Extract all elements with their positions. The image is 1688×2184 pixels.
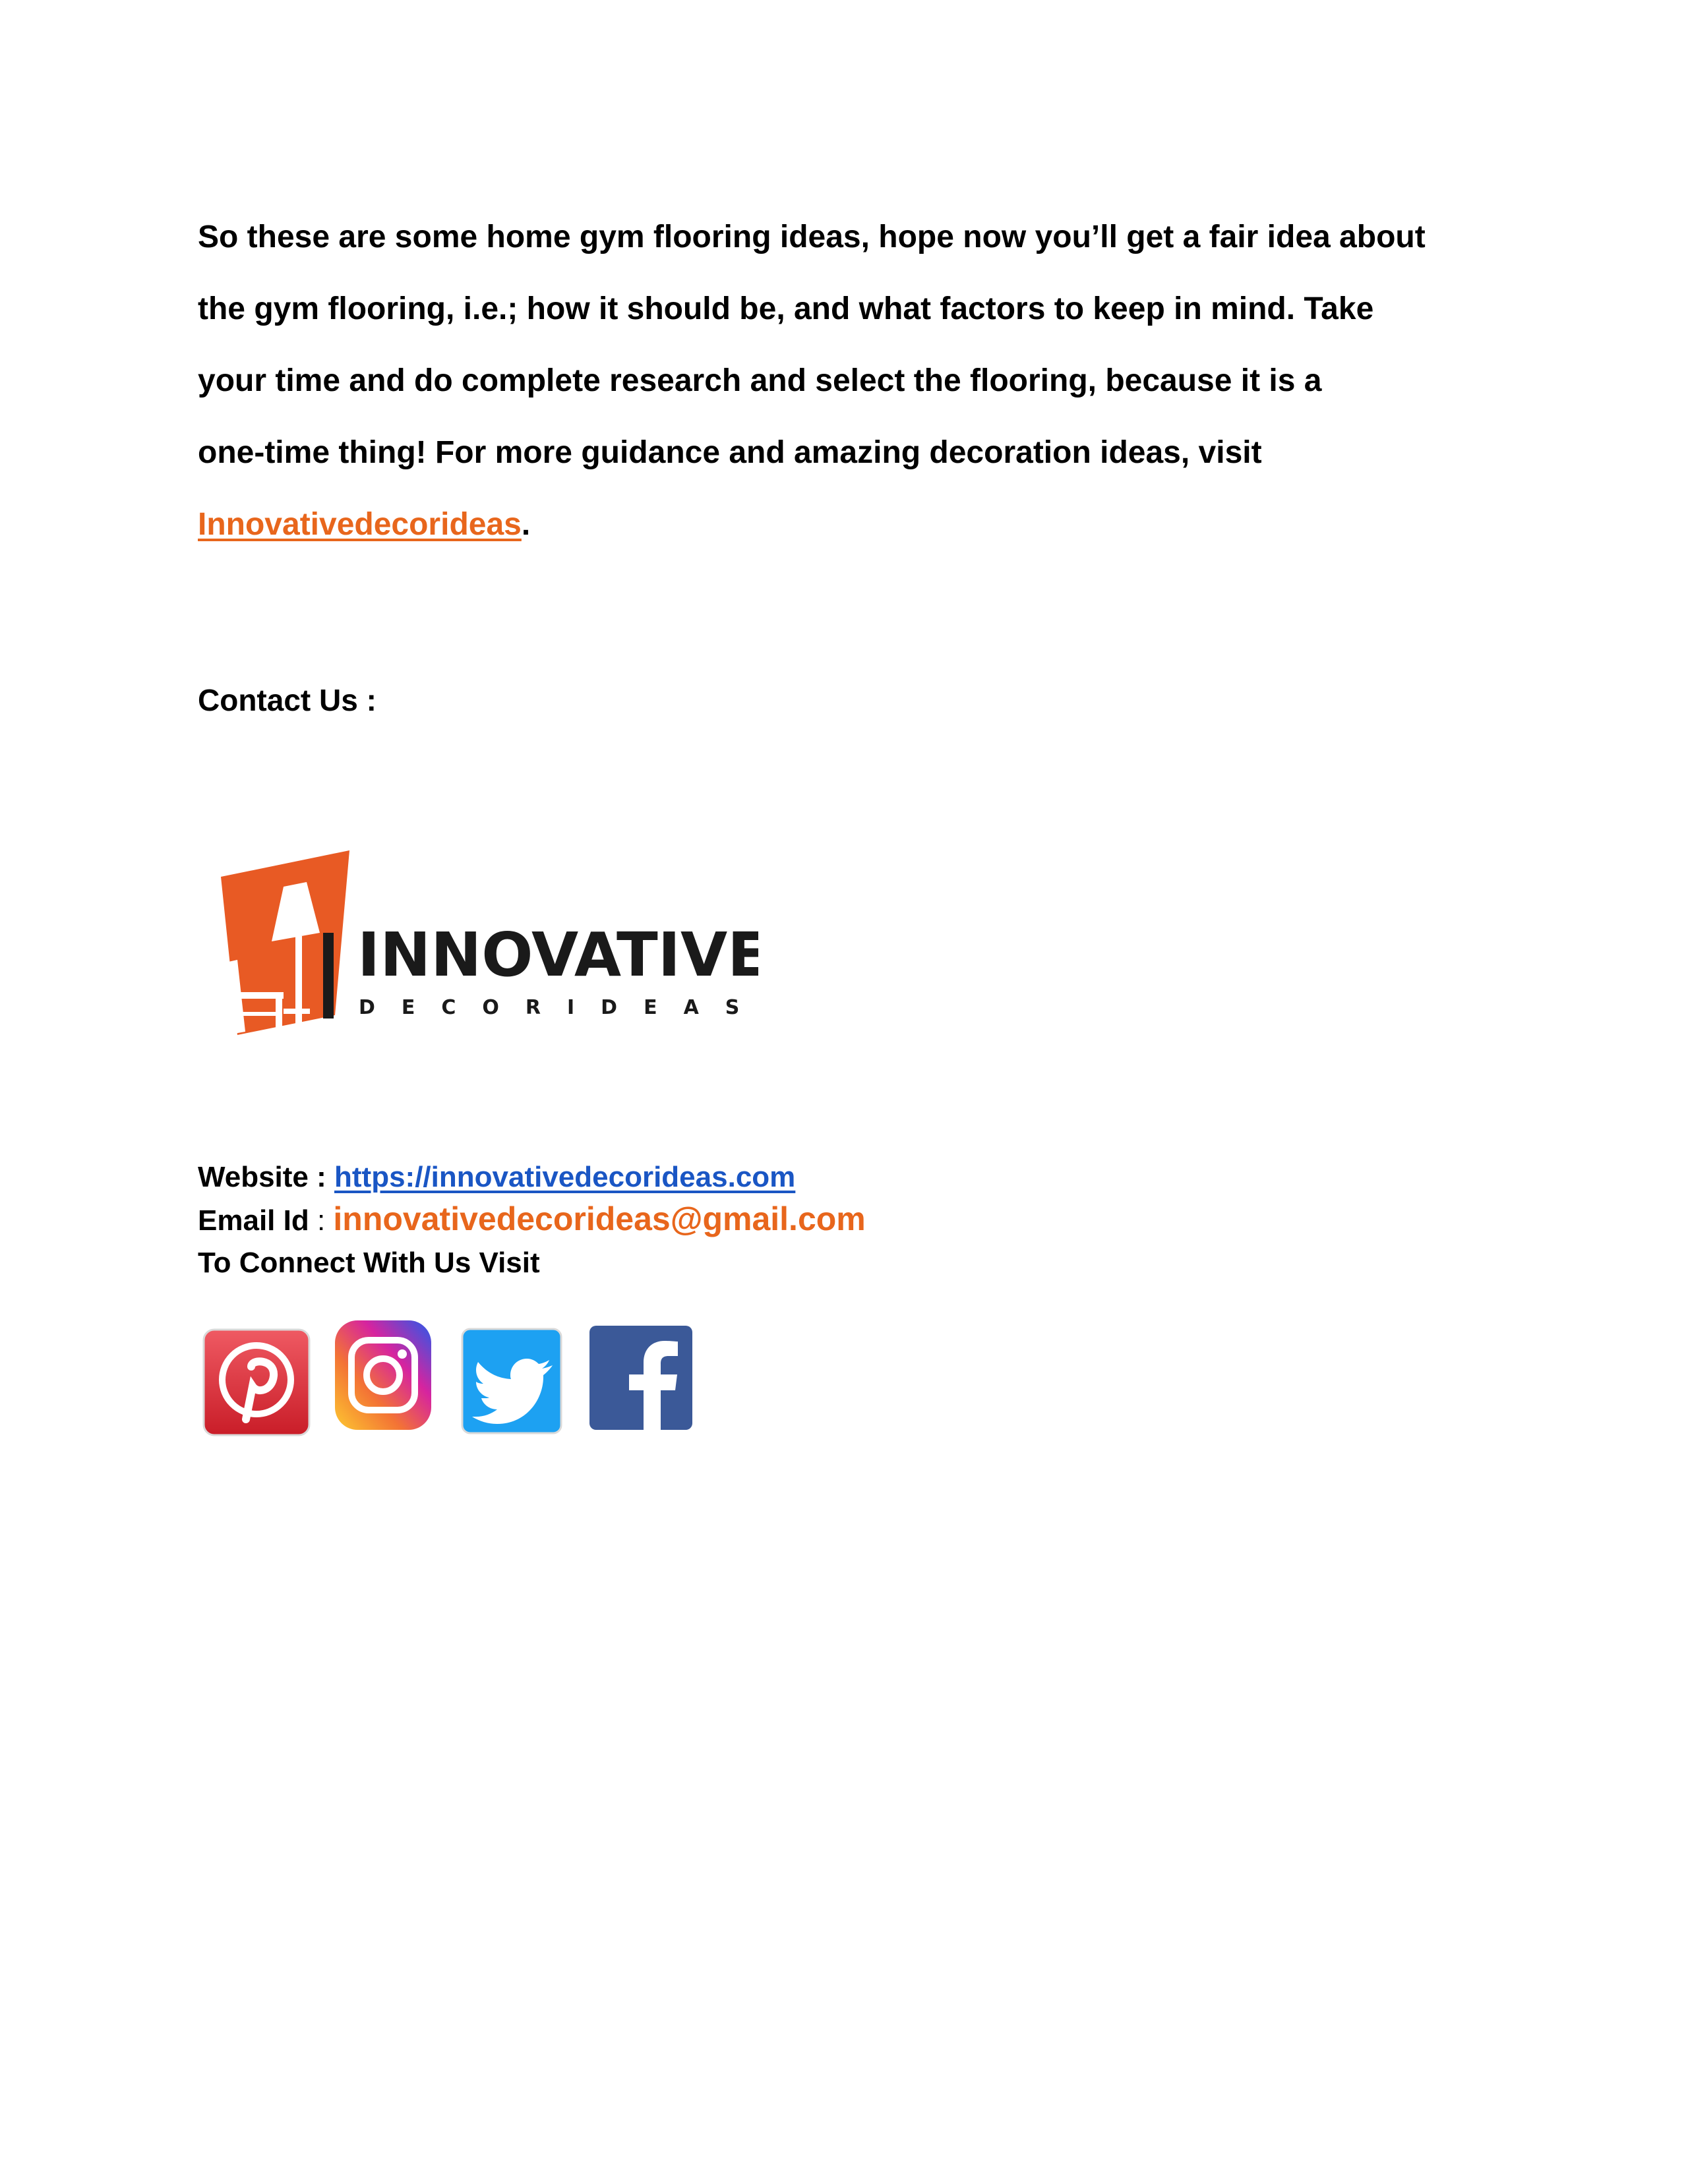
paragraph-period: .: [521, 507, 531, 542]
innovativedecorideas-link[interactable]: Innovativedecorideas: [198, 507, 522, 542]
paragraph-line-2: the gym flooring, i.e.; how it should be, and what factors to keep in mind. Take: [198, 291, 1374, 326]
paragraph-line-4: one-time thing! For more guidance and amazing decoration ideas, visit: [198, 435, 1262, 470]
logo-brand-main: INNOVATIVE: [357, 920, 758, 990]
logo-brand-sub: DECORIDEAS: [359, 996, 758, 1019]
twitter-icon[interactable]: [460, 1327, 563, 1438]
email-line: [198, 1200, 866, 1239]
pinterest-icon[interactable]: [201, 1327, 312, 1441]
connect-text: To Connect With Us Visit: [198, 1247, 540, 1279]
paragraph-line-5: [198, 505, 530, 545]
paragraph-line-3: your time and do complete research and select the flooring, because it is a: [198, 363, 1322, 398]
email-separator: :: [309, 1204, 334, 1237]
paragraph-line-1: So these are some home gym flooring ideas, hope now you’ll get a fair idea about: [198, 220, 1426, 254]
website-label: Website :: [198, 1161, 335, 1193]
website-line: [198, 1159, 795, 1196]
innovative-decorideas-logo: [218, 850, 758, 1042]
social-icons-row: [198, 1315, 712, 1440]
connect-line: [198, 1245, 540, 1282]
email-label: Email Id: [198, 1204, 309, 1237]
contact-us-heading: Contact Us :: [198, 683, 377, 717]
instagram-icon[interactable]: [333, 1318, 433, 1435]
website-link[interactable]: https://innovativedecorideas.com: [334, 1161, 796, 1193]
email-value[interactable]: innovativedecorideas@gmail.com: [333, 1200, 866, 1237]
facebook-icon[interactable]: [588, 1324, 694, 1436]
